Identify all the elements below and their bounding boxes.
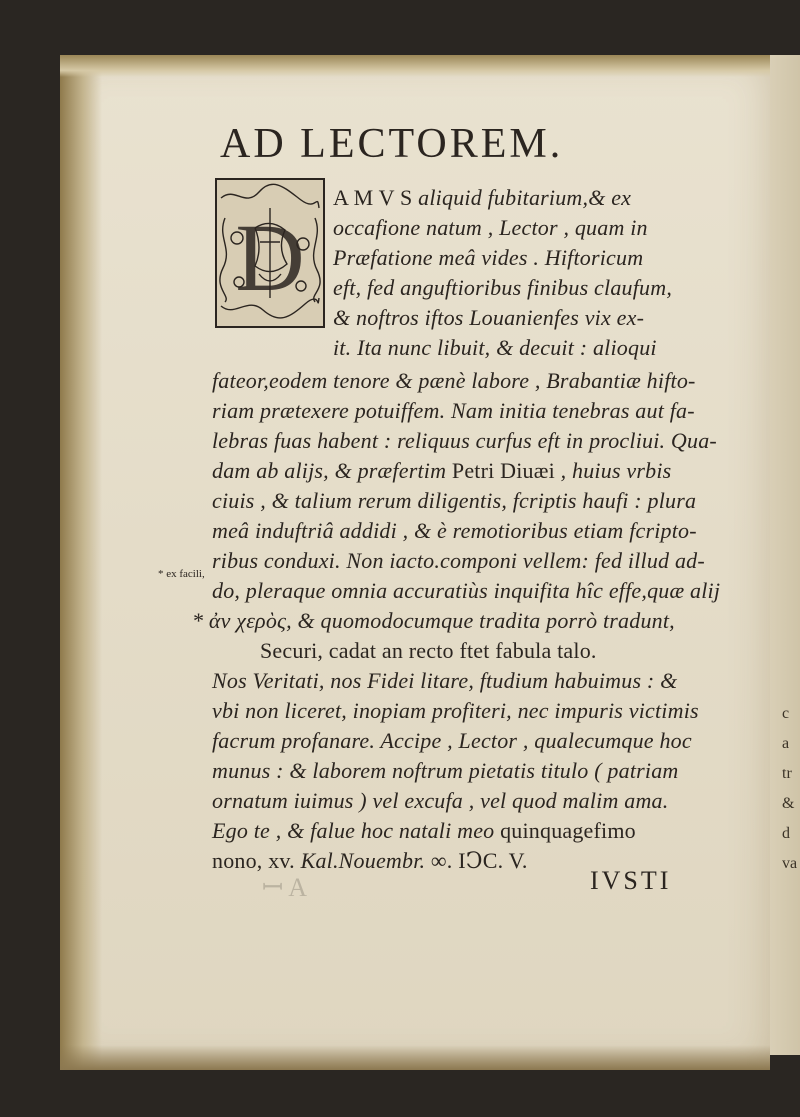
adjacent-leaf-letter: d — [782, 825, 790, 842]
text-line — [212, 458, 671, 484]
text-line — [212, 788, 668, 814]
text-line — [212, 428, 717, 454]
text-line — [212, 848, 528, 874]
adjacent-leaf-letter: a — [782, 735, 790, 752]
adjacent-leaf-letter: tr — [782, 765, 792, 782]
page-top-stain — [60, 55, 770, 77]
text-span: vbi non liceret, inopiam profiteri, nec impuris victimis — [212, 698, 699, 723]
text-line — [212, 368, 696, 394]
text-span: riam prætexere potuiffem. Nam initia tenebras aut fa- — [212, 398, 695, 423]
text-span: Nos Veritati, nos Fidei litare, ftudium habuimus : & — [212, 668, 678, 693]
text-span: Securi, cadat an recto ftet fabula talo. — [260, 638, 597, 663]
adjacent-leaf-letter: & — [782, 795, 795, 812]
text-line — [260, 638, 597, 664]
text-line — [212, 698, 699, 724]
bleed-through-mark: ꟷ A — [262, 873, 308, 902]
text-span: eft, fed anguftioribus finibus claufum, — [333, 275, 673, 300]
text-span: fateor,eodem tenore & pænè labore , Brabantiæ hifto- — [212, 368, 696, 393]
text-line — [333, 185, 631, 211]
text-span: ciuis , & talium rerum diligentis, fcriptis haufi : plura — [212, 488, 697, 513]
text-line — [192, 608, 675, 634]
text-span: Kal.Nouembr. — [300, 848, 426, 873]
text-line — [333, 305, 644, 331]
adjacent-leaf-letter: va — [782, 855, 798, 872]
text-span: quinquagefimo — [500, 818, 636, 843]
text-span: * ἀν χερὸς, & quomodocumque tradita porrò tradunt, — [192, 608, 675, 633]
text-span: Ego te , & falue hoc natali meo — [212, 818, 501, 843]
text-span: meâ induftriâ addidi , & è remotioribus etiam fcripto- — [212, 518, 697, 543]
text-line — [212, 518, 697, 544]
text-line — [212, 578, 720, 604]
text-line — [212, 818, 636, 844]
text-span: facrum profanare. Accipe , Lector , qualecumque hoc — [212, 728, 692, 753]
adjacent-leaf-letter: c — [782, 705, 790, 722]
text-line — [333, 275, 672, 301]
text-span: it. Ita nunc libuit, & decuit : alioqui — [333, 335, 657, 360]
decorated-initial — [215, 178, 325, 328]
text-span: , huius vrbis — [554, 458, 672, 483]
initial-letter: D — [235, 204, 305, 311]
text-span: munus : & laborem noftrum pietatis titulo ( patriam — [212, 758, 679, 783]
margin-note: * ex facili, — [158, 568, 205, 580]
catchword: IVSTI — [590, 866, 672, 895]
text-span: Petri Diuæi — [451, 458, 555, 483]
text-span: & noftros iftos Louanienfes vix ex- — [333, 305, 645, 330]
text-line — [212, 548, 705, 574]
text-span: do, pleraque omnia accuratiùs inquifita hîc effe,quæ alij — [212, 578, 721, 603]
text-line — [333, 215, 648, 241]
text-line — [212, 398, 695, 424]
text-span: A M V S — [333, 185, 419, 210]
text-line — [212, 728, 692, 754]
text-line — [212, 488, 696, 514]
text-span: aliquid fubitarium,& ex — [418, 185, 632, 210]
text-line — [212, 668, 677, 694]
text-span: ribus conduxi. Non iacto.componi vellem: fed illud ad- — [212, 548, 705, 573]
text-span: occafione natum , Lector , quam in — [333, 215, 648, 240]
text-span: lebras fuas habent : reliquus curfus eft in procliui. Qua- — [212, 428, 717, 453]
text-span: Præfatione meâ vides . Hiftoricum — [333, 245, 644, 270]
adjacent-leaf — [770, 55, 800, 1055]
text-span: dam ab aliјs, & præfertim — [212, 458, 452, 483]
text-span: ∞. IↃC. V. — [425, 848, 528, 873]
page-bottom-stain — [60, 1045, 770, 1070]
text-span: nono, xv. — [212, 848, 301, 873]
text-span: ornatum iuimus ) vel excufa , vel quod malim ama. — [212, 788, 669, 813]
text-line — [333, 245, 643, 271]
text-line — [212, 758, 679, 784]
text-line — [333, 335, 657, 361]
page-edge-shadow — [60, 55, 102, 1070]
page-title: AD LECTOREM. — [220, 121, 564, 167]
